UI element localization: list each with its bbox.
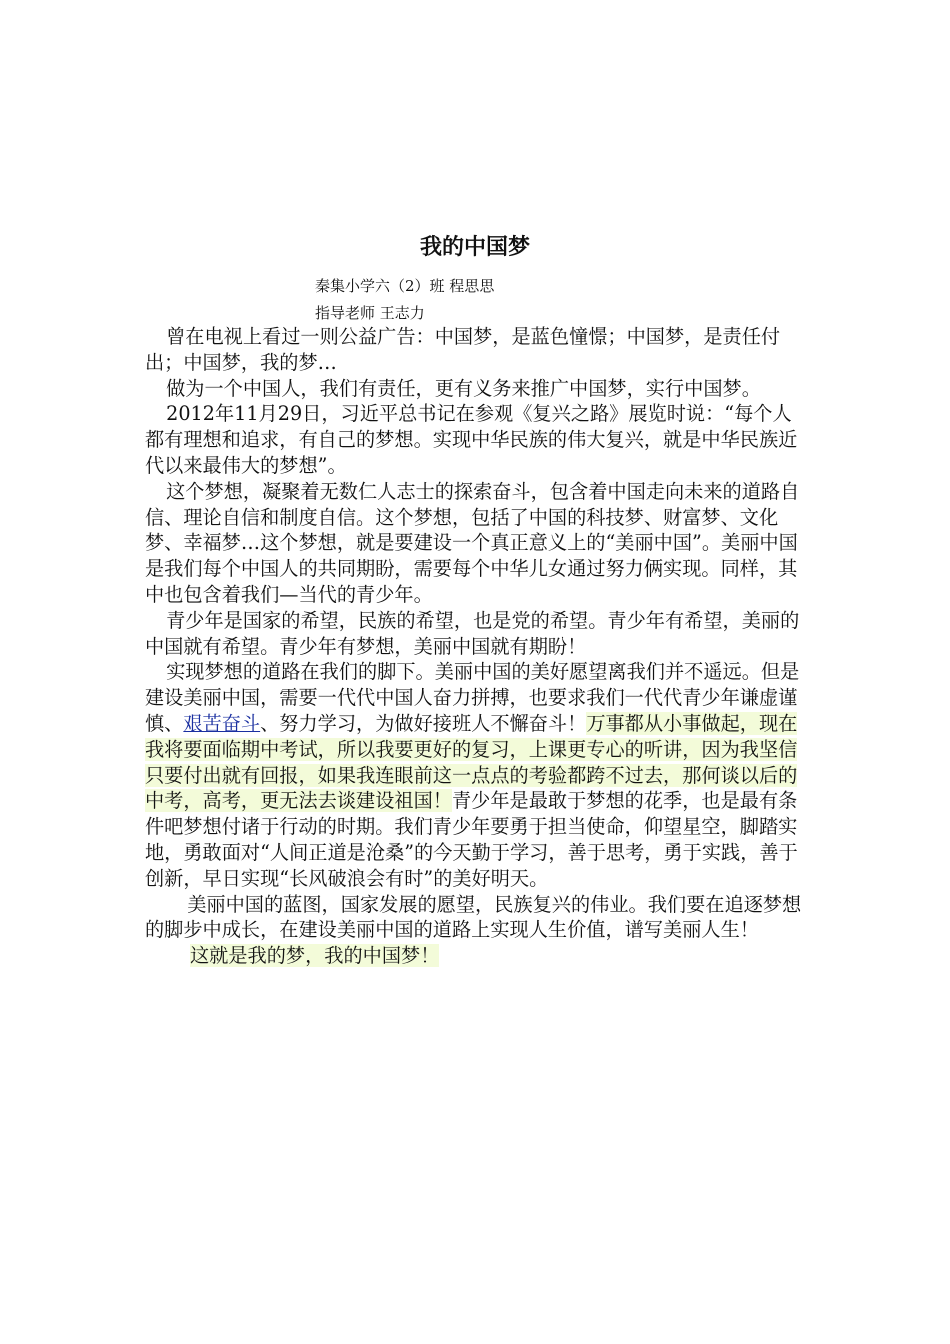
paragraph-2: 做为一个中国人，我们有责任，更有义务来推广中国梦，实行中国梦。	[166, 376, 761, 400]
document-body	[145, 324, 810, 969]
paragraph-6-text-a: 实现梦想的道路在我们的脚下。美丽中国的美好愿望离我们并不遥远。但是建设美丽中国，需要一代代中国人奋力拼搏，也要求我们一代代青少年谦虚谨慎、	[145, 660, 800, 735]
paragraph-6	[145, 659, 810, 891]
teacher-line: 指导老师 王志力	[315, 304, 425, 322]
paragraph-1: 曾在电视上看过一则公益广告：中国梦，是蓝色憧憬；中国梦，是责任付出；中国梦，我的梦…	[145, 325, 781, 374]
paragraph-4: 这个梦想，凝聚着无数仁人志士的探索奋斗，包含着中国走向未来的道路自信、理论自信和制度自信。这个梦想，包括了中国的科技梦、财富梦、文化梦、幸福梦…这个梦想，就是要建设一个真正意义上的“美丽中国”。美丽中国是我们每个中国人的共同期盼，需要每个中华儿女通过努力俩实现。同样，其中也包含着我们—当代的青少年。	[145, 479, 800, 606]
paragraph-3: 2012年11月29日，习近平总书记在参观《复兴之路》展览时说：“每个人都有理想和追求，有自己的梦想。实现中华民族的伟大复兴，就是中华民族近代以来最伟大的梦想”。	[145, 402, 798, 477]
hyperlink[interactable]: 艰苦奋斗	[183, 711, 261, 735]
author-line: 秦集小学六（2）班 程思思	[315, 277, 495, 295]
closing-line: 这就是我的梦，我的中国梦！	[190, 944, 440, 968]
paragraph-8	[145, 943, 810, 969]
paragraph-6-text-b: 、努力学习，为做好接班人不懈奋斗！	[260, 711, 587, 735]
page-title: 我的中国梦	[419, 235, 530, 260]
paragraph-5: 青少年是国家的希望，民族的希望，也是党的希望。青少年有希望，美丽的中国就有希望。青少年有梦想，美丽中国就有期盼！	[145, 608, 800, 658]
paragraph-6-text-c: 青少年是最敢于梦想的花季，也是最有条件吧梦想付诸于行动的时期。我们青少年要勇于担当使命，仰望星空，脚踏实地，勇敢面对“人间正道是沧桑”的今天勤于学习，善于思考，勇于实践，善于创新，早日实现“长风破浪会有时”的美好明天。	[145, 789, 798, 890]
paragraph-7: 美丽中国的蓝图，国家发展的愿望，民族复兴的伟业。我们要在追逐梦想的脚步中成长，在建设美丽中国的道路上实现人生价值，谱写美丽人生！	[145, 892, 802, 942]
highlighted-text: 万事都从小事做起，现在我将要面临期中考试，所以我要更好的复习，上课更专心的听讲，因为我坚信只要付出就有回报，如果我连眼前这一点点的考验都跨不过去，那何谈以后的中考，高考，更无法去谈建设祖国！	[145, 711, 798, 813]
